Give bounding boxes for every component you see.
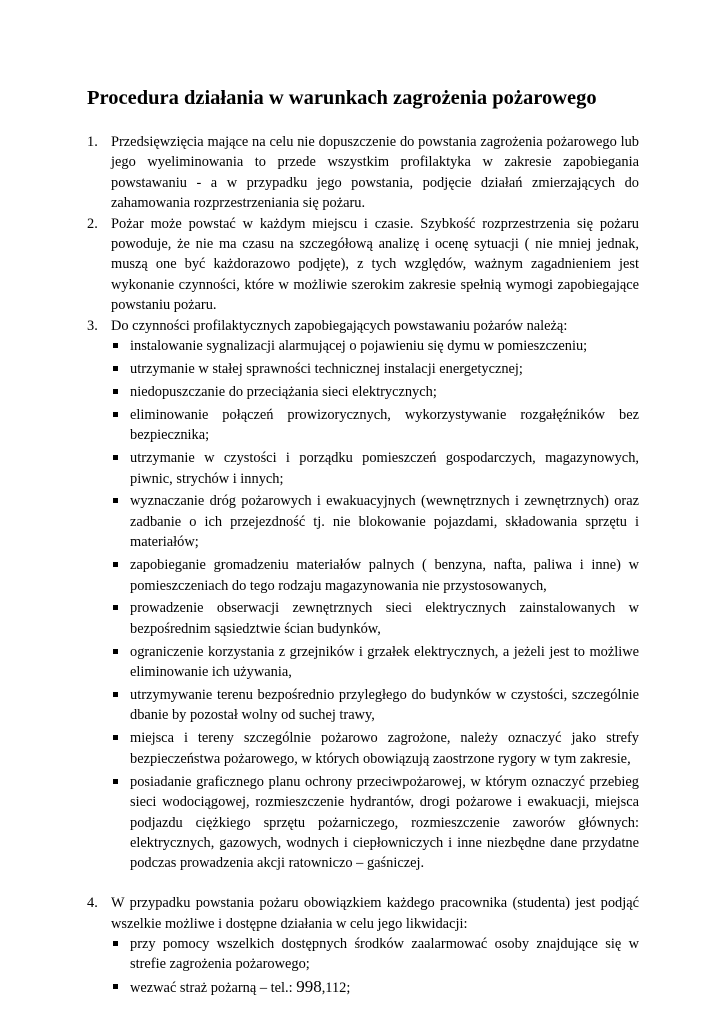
item-text: Przedsięwzięcia mające na celu nie dopuszczenie do powstania zagrożenia pożarowego lub jego wyeliminowania to przede wszystkim profilaktyka w zakresie zapobiegania powstawaniu - a w przypadku jego powstania, podjęcie działań zmierzających do zahamowania rozprzestrzeniania się pożaru. <box>111 134 639 212</box>
bullet-item <box>111 405 639 446</box>
square-bullet-icon <box>113 649 118 654</box>
bullet-text: instalowanie sygnalizacji alarmującej o pojawieniu się dymu w pomieszczeniu; <box>130 338 588 355</box>
bullet-item <box>111 598 639 639</box>
bullet-text: eliminowanie połączeń prowizorycznych, wykorzystywanie rozgałęźników bez bezpiecznika; <box>130 406 639 444</box>
square-bullet-icon <box>113 498 118 503</box>
list-item-2 <box>87 214 639 316</box>
numbered-list <box>87 132 639 1001</box>
bullet-item <box>111 642 639 683</box>
square-bullet-icon <box>113 562 118 567</box>
bullet-item <box>111 685 639 726</box>
bullet-text: prowadzenie obserwacji zewnętrznych sieci elektrycznych zainstalowanych w bezpośrednim sąsiedztwie ścian budynków, <box>130 600 639 637</box>
item-number: 2. <box>87 215 98 232</box>
bullet-list <box>111 934 639 999</box>
bullet-text: miejsca i tereny szczególnie pożarowo zagrożone, należy oznaczyć jako strefy bezpieczeństwa pożarowego, w których obowiązują zaostrzone rygory w tym zakresie, <box>130 730 639 767</box>
phone-number-rest: ,112; <box>321 980 351 997</box>
bullet-item <box>111 772 639 874</box>
item-text: W przypadku powstania pożaru obowiązkiem każdego pracownika (studenta) jest podjąć wszelkie możliwe i dostępne działania w celu jego likwidacji: <box>111 895 639 932</box>
bullet-text: niedopuszczanie do przeciążania sieci elektrycznych; <box>130 383 437 400</box>
list-item-3 <box>87 316 639 874</box>
square-bullet-icon <box>113 692 118 697</box>
square-bullet-icon <box>113 735 118 740</box>
list-item-4 <box>87 893 639 999</box>
bullet-item <box>111 448 639 489</box>
square-bullet-icon <box>113 343 118 348</box>
document-title: Procedura działania w warunkach zagrożenia pożarowego <box>87 87 597 109</box>
spacer <box>87 876 639 893</box>
square-bullet-icon <box>113 412 118 417</box>
bullet-text: utrzymywanie terenu bezpośrednio przyległego do budynków w czystości, szczególnie dbanie by pozostał wolny od suchej trawy, <box>130 687 639 724</box>
item-number: 3. <box>87 317 98 334</box>
bullet-item <box>111 977 639 998</box>
list-item-1 <box>87 132 639 214</box>
square-bullet-icon <box>113 984 118 989</box>
bullet-text: utrzymanie w stałej sprawności technicznej instalacji energetycznej; <box>130 360 523 377</box>
square-bullet-icon <box>113 779 118 784</box>
phone-number-main: 998 <box>296 977 322 997</box>
bullet-text: posiadanie graficznego planu ochrony przeciwpożarowej, w którym oznaczyć przebieg sieci wodociągowej, rozmieszczenie hydrantów, drogi pożarowe i ewakuacji, miejsca podjazdu ciężkiego sprzętu pożarniczego, rozmieszczenie zaworów głównych: elektrycznych, gazowych, wodnych i ciepłowniczych i inne niezbędne dane przydatne podczas prowadzenia akcji ratowniczo – gaśniczej. <box>130 773 639 872</box>
bullet-text: ograniczenie korzystania z grzejników i grzałek elektrycznych, a jeżeli jest to możliwe eliminowanie ich używania, <box>130 643 639 681</box>
bullet-item <box>111 382 639 402</box>
square-bullet-icon <box>113 389 118 394</box>
bullet-item <box>111 336 639 356</box>
bullet-text: wezwać straż pożarną – tel.: <box>130 980 297 997</box>
bullet-item <box>111 359 639 379</box>
square-bullet-icon <box>113 605 118 610</box>
item-text: Do czynności profilaktycznych zapobiegających powstawaniu pożarów należą: <box>111 317 568 334</box>
bullet-text: utrzymanie w czystości i porządku pomieszczeń gospodarczych, magazynowych, piwnic, strychów i innych; <box>130 450 639 487</box>
square-bullet-icon <box>113 366 118 371</box>
bullet-text: zapobieganie gromadzeniu materiałów palnych ( benzyna, nafta, paliwa i inne) w pomieszczeniach do tego rodzaju magazynowania nie przystosowanych, <box>130 557 639 594</box>
bullet-item <box>111 555 639 596</box>
item-number: 4. <box>87 895 98 912</box>
item-text: Pożar może powstać w każdym miejscu i czasie. Szybkość rozprzestrzenia się pożaru powoduje, że nie ma czasu na szczegółową analizę i ocenę sytuacji ( nie mniej jednak, muszą one być każdorazowo podjęte), z tych względów, ważnym zagadnieniem jest wykonanie czynności, które w możliwie szerokim zakresie spełnią wymogi zapobiegające powstaniu pożaru. <box>111 215 639 314</box>
bullet-item <box>111 491 639 552</box>
square-bullet-icon <box>113 941 118 946</box>
square-bullet-icon <box>113 455 118 460</box>
bullet-text: wyznaczanie dróg pożarowych i ewakuacyjnych (wewnętrznych i zewnętrznych) oraz zadbanie o ich przejezdność tj. nie blokowanie pojazdami, składowania sprzętu i materiałów; <box>130 493 639 551</box>
bullet-text: przy pomocy wszelkich dostępnych środków zaalarmować osoby znajdujące się w strefie zagrożenia pożarowego; <box>130 936 639 973</box>
bullet-list <box>111 336 639 874</box>
item-number: 1. <box>87 134 98 150</box>
bullet-item <box>111 728 639 769</box>
bullet-item <box>111 934 639 975</box>
